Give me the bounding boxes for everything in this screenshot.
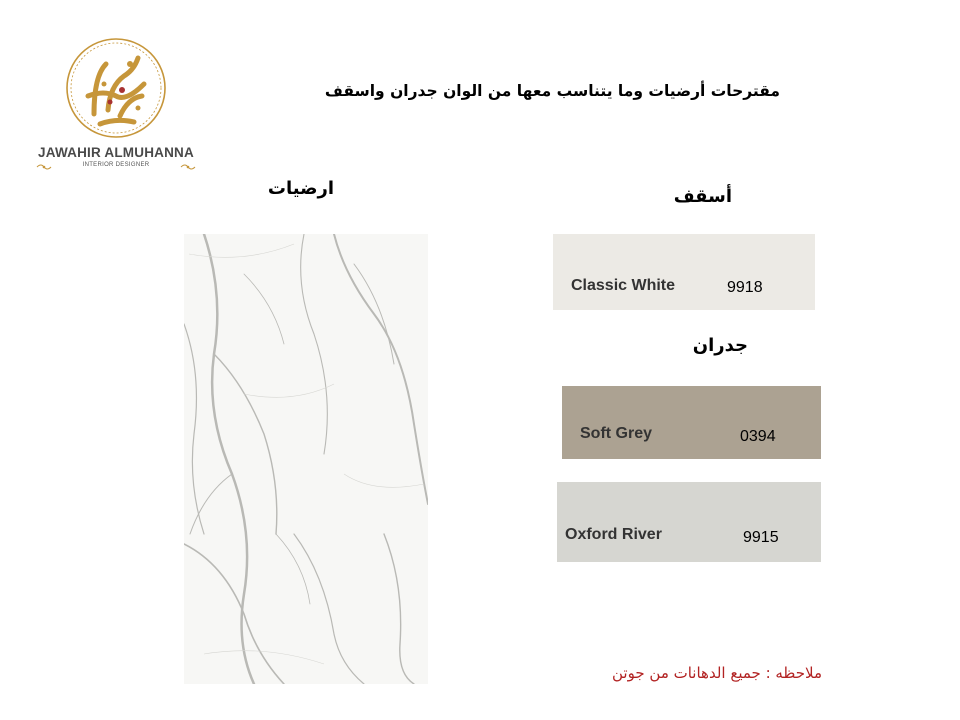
swatch-classic-white — [553, 234, 815, 310]
swatch-code: 0394 — [740, 428, 776, 445]
ornament-right-icon — [180, 162, 196, 172]
brand-logo — [30, 36, 202, 178]
brand-subtitle: INTERIOR DESIGNER — [82, 162, 150, 168]
calligraphy-emblem-icon — [64, 36, 168, 140]
swatch-code: 9918 — [727, 279, 763, 296]
ceiling-heading: أسقف — [673, 186, 732, 207]
swatch-code: 9915 — [743, 529, 779, 546]
page-title: مقترحات أرضيات وما يتناسب معها من الوان جدران واسقف — [324, 82, 780, 100]
paint-note: ملاحظه : جميع الدهانات من جوتن — [612, 664, 822, 682]
swatch-oxford-river — [557, 482, 821, 562]
swatch-name: Oxford River — [565, 526, 662, 543]
swatch-name: Soft Grey — [580, 425, 653, 442]
brand-name: JAWAHIR ALMUHANNA — [38, 145, 194, 160]
floors-heading: ارضيات — [267, 178, 334, 199]
walls-heading: جدران — [692, 335, 748, 356]
swatch-soft-grey — [562, 386, 821, 459]
swatch-name: Classic White — [571, 277, 676, 294]
marble-floor-image — [184, 234, 428, 684]
